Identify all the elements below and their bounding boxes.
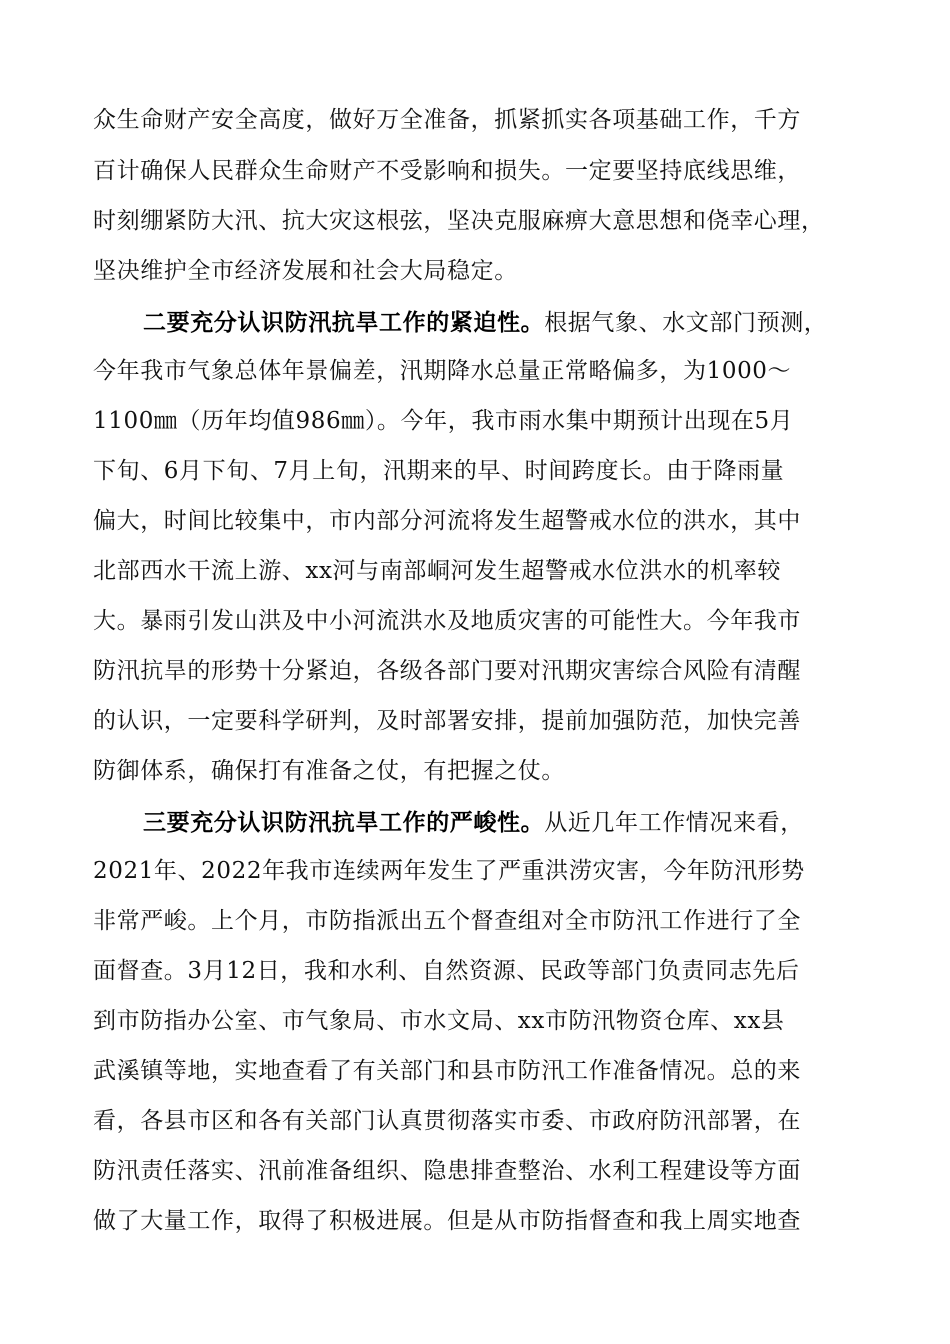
text-line: 2021年、2022年我市连续两年发生了严重洪涝灾害，今年防汛形势: [93, 858, 805, 884]
text-line: 下旬、6月下旬、7月上旬，汛期来的早、时间跨度长。由于降雨量: [93, 458, 785, 484]
text-line: 时刻绷紧防大汛、抗大灾这根弦，坚决克服麻痹大意思想和侥幸心理，: [93, 208, 825, 234]
paragraph-lead-line: [143, 303, 883, 343]
text-line: 做了大量工作，取得了积极进展。但是从市防指督查和我上周实地查: [93, 1208, 801, 1234]
text-line: 北部西水干流上游、xx河与南部峒河发生超警戒水位洪水的机率较: [93, 558, 781, 584]
text-line: 武溪镇等地，实地查看了有关部门和县市防汛工作准备情况。总的来: [93, 1058, 801, 1084]
text-line: 看，各县市区和各有关部门认真贯彻落实市委、市政府防汛部署，在: [93, 1108, 801, 1134]
text-line: 到市防指办公室、市气象局、市水文局、xx市防汛物资仓库、xx县: [93, 1008, 785, 1034]
text-line: 1100㎜（历年均值986㎜）。今年，我市雨水集中期预计出现在5月: [93, 408, 794, 434]
paragraph-lead-heading: 二要充分认识防汛抗旱工作的紧迫性。: [143, 310, 545, 336]
text-line: 非常严峻。上个月，市防指派出五个督查组对全市防汛工作进行了全: [93, 908, 801, 934]
text-line: 的认识，一定要科学研判，及时部署安排，提前加强防范，加快完善: [93, 708, 801, 734]
text-line: 防御体系，确保打有准备之仗，有把握之仗。: [93, 758, 565, 784]
text-line: 今年我市气象总体年景偏差，汛期降水总量正常略偏多，为1000～: [93, 358, 792, 384]
paragraph-lead-text: 从近几年工作情况来看，: [544, 810, 804, 836]
text-line: 防汛抗旱的形势十分紧迫，各级各部门要对汛期灾害综合风险有清醒: [93, 658, 801, 684]
paragraph-lead-text: 根据气象、水文部门预测，: [544, 310, 828, 336]
text-line: 面督查。3月12日，我和水利、自然资源、民政等部门负责同志先后: [93, 958, 800, 984]
paragraph-lead-heading: 三要充分认识防汛抗旱工作的严峻性。: [143, 810, 545, 836]
text-line: 偏大，时间比较集中，市内部分河流将发生超警戒水位的洪水，其中: [93, 508, 801, 534]
text-line: 众生命财产安全高度，做好万全准备，抓紧抓实各项基础工作，千方: [93, 107, 801, 133]
text-line: 防汛责任落实、汛前准备组织、隐患排查整治、水利工程建设等方面: [93, 1158, 801, 1184]
paragraph-lead-line: [143, 803, 883, 843]
text-line: 大。暴雨引发山洪及中小河流洪水及地质灾害的可能性大。今年我市: [93, 608, 801, 634]
text-line: 坚决维护全市经济发展和社会大局稳定。: [93, 258, 518, 284]
text-line: 百计确保人民群众生命财产不受影响和损失。一定要坚持底线思维，: [93, 158, 801, 184]
